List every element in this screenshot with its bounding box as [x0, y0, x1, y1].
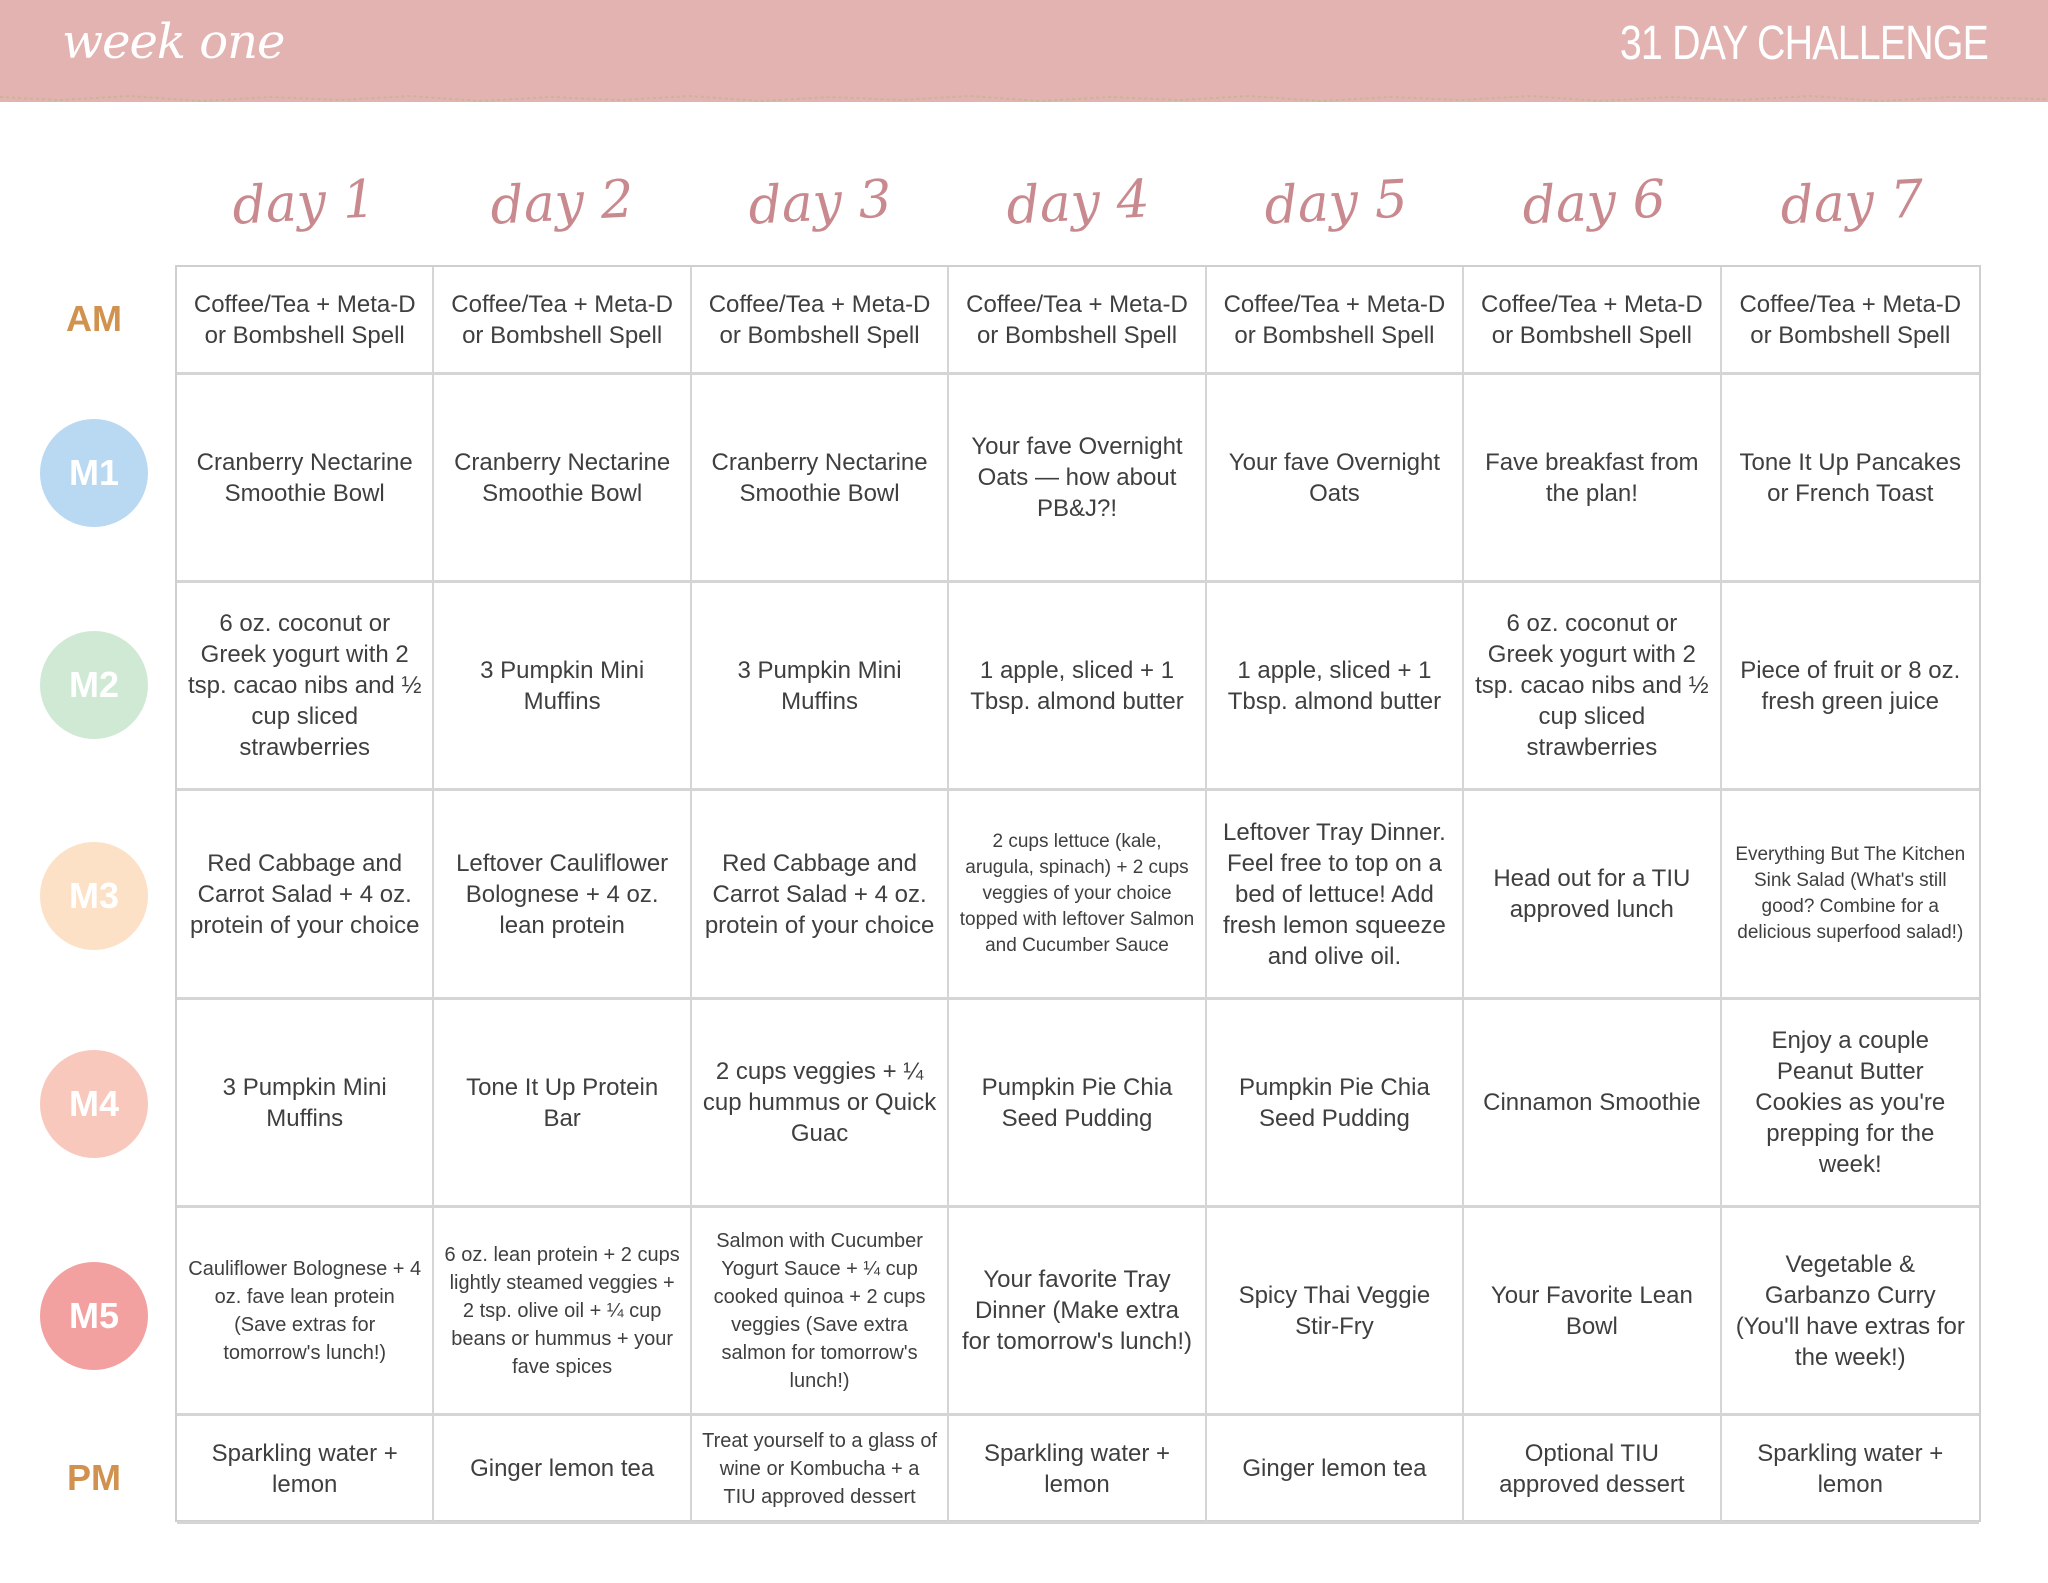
day-heading-6: day 6	[1520, 169, 1668, 237]
meal-cell-m3-day5: Leftover Tray Dinner. Feel free to top on a bed of lettuce! Add fresh lemon squeeze and olive oil.	[1207, 791, 1464, 1000]
meal-cell-m1-day3: Cranberry Nectarine Smoothie Bowl	[692, 375, 949, 583]
meal-cell-m1-day5: Your fave Overnight Oats	[1207, 375, 1464, 583]
row-label-m2: M2	[40, 631, 148, 739]
meal-cell-m2-day3: 3 Pumpkin Mini Muffins	[692, 583, 949, 791]
meal-cell-m4-day5: Pumpkin Pie Chia Seed Pudding	[1207, 1000, 1464, 1208]
week-label: week one	[62, 14, 285, 70]
meal-cell-am-day1: Coffee/Tea + Meta-D or Bombshell Spell	[177, 267, 434, 375]
meal-cell-m3-day2: Leftover Cauliflower Bolognese + 4 oz. lean protein	[434, 791, 691, 1000]
meal-cell-m4-day4: Pumpkin Pie Chia Seed Pudding	[949, 1000, 1206, 1208]
day-heading-2: day 2	[488, 169, 636, 237]
meal-cell-pm-day7: Sparkling water + lemon	[1722, 1416, 1979, 1524]
meal-cell-am-day5: Coffee/Tea + Meta-D or Bombshell Spell	[1207, 267, 1464, 375]
meal-cell-m2-day2: 3 Pumpkin Mini Muffins	[434, 583, 691, 791]
meal-cell-m5-day4: Your favorite Tray Dinner (Make extra for tomorrow's lunch!)	[949, 1208, 1206, 1416]
meal-cell-m5-day5: Spicy Thai Veggie Stir-Fry	[1207, 1208, 1464, 1416]
row-label-m3: M3	[40, 842, 148, 950]
meal-cell-m3-day6: Head out for a TIU approved lunch	[1464, 791, 1721, 1000]
meal-cell-m5-day1: Cauliflower Bolognese + 4 oz. fave lean protein (Save extras for tomorrow's lunch!)	[177, 1208, 434, 1416]
meal-cell-am-day4: Coffee/Tea + Meta-D or Bombshell Spell	[949, 267, 1206, 375]
meal-cell-m4-day6: Cinnamon Smoothie	[1464, 1000, 1721, 1208]
row-label-m4: M4	[40, 1050, 148, 1158]
meal-cell-am-day6: Coffee/Tea + Meta-D or Bombshell Spell	[1464, 267, 1721, 375]
meal-cell-m2-day1: 6 oz. coconut or Greek yogurt with 2 tsp. cacao nibs and ½ cup sliced strawberries	[177, 583, 434, 791]
meal-cell-m5-day7: Vegetable & Garbanzo Curry (You'll have extras for the week!)	[1722, 1208, 1979, 1416]
meal-cell-pm-day1: Sparkling water + lemon	[177, 1416, 434, 1524]
meal-cell-m1-day1: Cranberry Nectarine Smoothie Bowl	[177, 375, 434, 583]
meal-cell-m4-day3: 2 cups veggies + ¼ cup hummus or Quick Guac	[692, 1000, 949, 1208]
meal-cell-m2-day5: 1 apple, sliced + 1 Tbsp. almond butter	[1207, 583, 1464, 791]
meal-cell-m3-day7: Everything But The Kitchen Sink Salad (What's still good? Combine for a delicious superfood salad!)	[1722, 791, 1979, 1000]
day-heading-3: day 3	[746, 169, 894, 237]
meal-cell-m5-day6: Your Favorite Lean Bowl	[1464, 1208, 1721, 1416]
meal-cell-m1-day7: Tone It Up Pancakes or French Toast	[1722, 375, 1979, 583]
meal-cell-pm-day4: Sparkling water + lemon	[949, 1416, 1206, 1524]
row-label-m5: M5	[40, 1262, 148, 1370]
row-label-pm: PM	[67, 1457, 121, 1498]
meal-cell-m4-day1: 3 Pumpkin Mini Muffins	[177, 1000, 434, 1208]
meal-cell-am-day3: Coffee/Tea + Meta-D or Bombshell Spell	[692, 267, 949, 375]
banner-torn-edge	[0, 88, 2048, 108]
meal-cell-m1-day6: Fave breakfast from the plan!	[1464, 375, 1721, 583]
meal-cell-m2-day6: 6 oz. coconut or Greek yogurt with 2 tsp. cacao nibs and ½ cup sliced strawberries	[1464, 583, 1721, 791]
meal-cell-pm-day3: Treat yourself to a glass of wine or Kombucha + a TIU approved dessert	[692, 1416, 949, 1524]
meal-plan-grid	[175, 265, 1981, 1522]
meal-cell-m3-day4: 2 cups lettuce (kale, arugula, spinach) + 2 cups veggies of your choice topped with leftover Salmon and Cucumber Sauce	[949, 791, 1206, 1000]
day-heading-7: day 7	[1778, 169, 1926, 237]
meal-cell-m1-day2: Cranberry Nectarine Smoothie Bowl	[434, 375, 691, 583]
row-label-am: AM	[66, 298, 122, 339]
day-heading-1: day 1	[230, 169, 378, 237]
meal-cell-pm-day5: Ginger lemon tea	[1207, 1416, 1464, 1524]
day-heading-5: day 5	[1262, 169, 1410, 237]
meal-cell-m2-day7: Piece of fruit or 8 oz. fresh green juice	[1722, 583, 1979, 791]
meal-cell-m5-day2: 6 oz. lean protein + 2 cups lightly steamed veggies + 2 tsp. olive oil + ¼ cup beans or hummus + your fave spices	[434, 1208, 691, 1416]
meal-cell-m3-day3: Red Cabbage and Carrot Salad + 4 oz. protein of your choice	[692, 791, 949, 1000]
challenge-title: 31 DAY CHALLENGE	[1619, 17, 1988, 70]
meal-cell-pm-day2: Ginger lemon tea	[434, 1416, 691, 1524]
meal-cell-m4-day7: Enjoy a couple Peanut Butter Cookies as you're prepping for the week!	[1722, 1000, 1979, 1208]
meal-cell-m5-day3: Salmon with Cucumber Yogurt Sauce + ¼ cup cooked quinoa + 2 cups veggies (Save extra salmon for tomorrow's lunch!)	[692, 1208, 949, 1416]
day-heading-4: day 4	[1004, 169, 1152, 237]
meal-cell-m3-day1: Red Cabbage and Carrot Salad + 4 oz. protein of your choice	[177, 791, 434, 1000]
meal-cell-m4-day2: Tone It Up Protein Bar	[434, 1000, 691, 1208]
meal-cell-am-day7: Coffee/Tea + Meta-D or Bombshell Spell	[1722, 267, 1979, 375]
row-label-m1: M1	[40, 419, 148, 527]
meal-cell-pm-day6: Optional TIU approved dessert	[1464, 1416, 1721, 1524]
meal-cell-m1-day4: Your fave Overnight Oats — how about PB&J?!	[949, 375, 1206, 583]
meal-cell-m2-day4: 1 apple, sliced + 1 Tbsp. almond butter	[949, 583, 1206, 791]
meal-cell-am-day2: Coffee/Tea + Meta-D or Bombshell Spell	[434, 267, 691, 375]
